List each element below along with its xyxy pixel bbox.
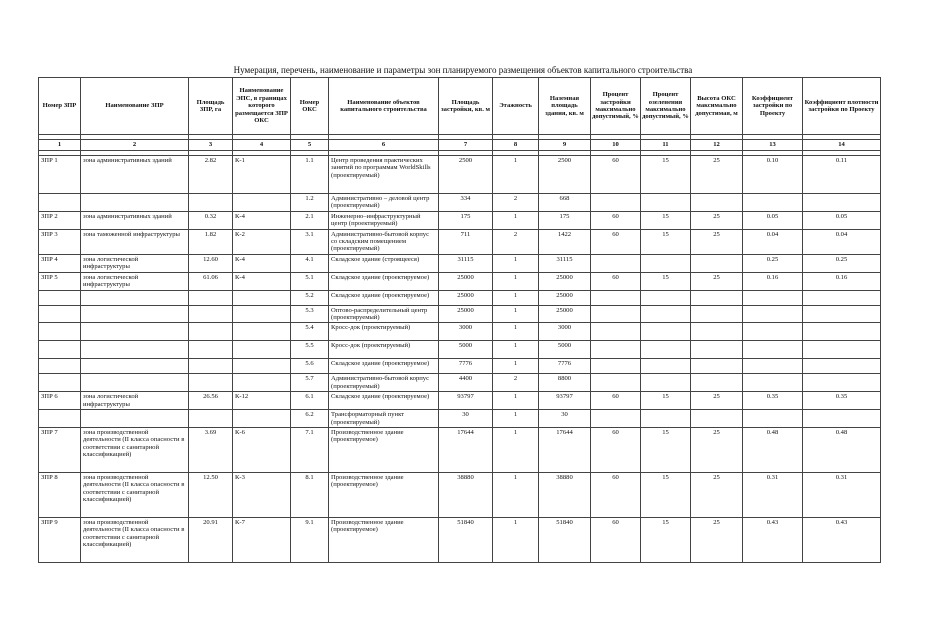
column-number: 5 <box>291 140 329 151</box>
built-area-cell: 175 <box>439 211 493 229</box>
zone-name-cell: зона производственной деятельности (II класса опасности в соответствии с санитарной классификацией) <box>81 427 189 472</box>
table-row <box>39 517 881 562</box>
object-name-cell: Складское здание (проектируемое) <box>329 290 439 305</box>
floors-cell: 1 <box>493 359 539 374</box>
max-height-cell <box>691 359 743 374</box>
column-number-row <box>39 140 881 151</box>
zone-name-cell: зона логистической инфраструктуры <box>81 392 189 410</box>
eps-name-cell <box>233 290 291 305</box>
column-number: 8 <box>493 140 539 151</box>
object-name-cell: Оптово-распределительный центр (проектируемый) <box>329 305 439 323</box>
eps-name-cell: К-4 <box>233 272 291 290</box>
table-row <box>39 359 881 374</box>
zone-name-cell: зона административных зданий <box>81 211 189 229</box>
density-coefficient-cell: 0.25 <box>803 254 881 272</box>
max-building-percent-cell: 60 <box>591 229 641 254</box>
floors-cell: 1 <box>493 272 539 290</box>
max-height-cell <box>691 374 743 392</box>
oks-number-cell: 1.1 <box>291 156 329 194</box>
floors-cell: 1 <box>493 410 539 428</box>
oks-number-cell: 4.1 <box>291 254 329 272</box>
zone-area-cell: 26.56 <box>189 392 233 410</box>
building-coefficient-cell <box>743 305 803 323</box>
zone-name-cell <box>81 359 189 374</box>
max-building-percent-cell: 60 <box>591 427 641 472</box>
oks-number-cell: 6.2 <box>291 410 329 428</box>
max-building-percent-cell <box>591 323 641 341</box>
object-name-cell: Складское здание (проектируемое) <box>329 272 439 290</box>
density-coefficient-cell <box>803 194 881 212</box>
zone-number-cell <box>39 410 81 428</box>
zone-number-cell: ЗПР 8 <box>39 472 81 517</box>
table-row <box>39 323 881 341</box>
density-coefficient-cell <box>803 410 881 428</box>
object-name-cell: Кросс-док (проектируемый) <box>329 341 439 359</box>
zones-table <box>38 77 881 563</box>
max-height-cell: 25 <box>691 272 743 290</box>
max-height-cell <box>691 305 743 323</box>
column-number: 2 <box>81 140 189 151</box>
green-percent-cell: 15 <box>641 272 691 290</box>
ground-area-cell: 25000 <box>539 290 591 305</box>
green-percent-cell <box>641 410 691 428</box>
built-area-cell: 38880 <box>439 472 493 517</box>
oks-number-cell: 5.4 <box>291 323 329 341</box>
ground-area-cell: 25000 <box>539 305 591 323</box>
ground-area-cell: 8800 <box>539 374 591 392</box>
green-percent-cell: 15 <box>641 211 691 229</box>
building-coefficient-cell: 0.31 <box>743 472 803 517</box>
column-header: Коэффициент плотности застройки по Проекту <box>803 78 881 135</box>
max-height-cell: 25 <box>691 472 743 517</box>
zone-area-cell: 2.82 <box>189 156 233 194</box>
max-building-percent-cell: 60 <box>591 472 641 517</box>
oks-number-cell: 8.1 <box>291 472 329 517</box>
max-building-percent-cell <box>591 290 641 305</box>
built-area-cell: 2500 <box>439 156 493 194</box>
max-height-cell <box>691 323 743 341</box>
object-name-cell: Кросс-док (проектируемый) <box>329 323 439 341</box>
table-row <box>39 194 881 212</box>
zone-name-cell <box>81 374 189 392</box>
built-area-cell: 17644 <box>439 427 493 472</box>
column-number: 14 <box>803 140 881 151</box>
floors-cell: 1 <box>493 341 539 359</box>
zone-area-cell <box>189 323 233 341</box>
zone-number-cell <box>39 194 81 212</box>
oks-number-cell: 5.7 <box>291 374 329 392</box>
max-height-cell <box>691 410 743 428</box>
column-number: 6 <box>329 140 439 151</box>
ground-area-cell: 175 <box>539 211 591 229</box>
zone-area-cell: 12.50 <box>189 472 233 517</box>
ground-area-cell: 93797 <box>539 392 591 410</box>
zone-number-cell: ЗПР 4 <box>39 254 81 272</box>
eps-name-cell <box>233 341 291 359</box>
green-percent-cell: 15 <box>641 392 691 410</box>
built-area-cell: 4400 <box>439 374 493 392</box>
eps-name-cell <box>233 194 291 212</box>
zone-area-cell: 12.60 <box>189 254 233 272</box>
density-coefficient-cell: 0.16 <box>803 272 881 290</box>
floors-cell: 1 <box>493 427 539 472</box>
table-row <box>39 341 881 359</box>
zone-name-cell <box>81 194 189 212</box>
zone-number-cell <box>39 374 81 392</box>
oks-number-cell: 5.1 <box>291 272 329 290</box>
zone-name-cell: зона таможенной инфраструктуры <box>81 229 189 254</box>
built-area-cell: 25000 <box>439 290 493 305</box>
zone-area-cell: 61.06 <box>189 272 233 290</box>
max-building-percent-cell: 60 <box>591 392 641 410</box>
zone-area-cell <box>189 374 233 392</box>
ground-area-cell: 25000 <box>539 272 591 290</box>
object-name-cell: Административно-бытовой корпус (проектируемый) <box>329 374 439 392</box>
green-percent-cell <box>641 374 691 392</box>
column-number: 4 <box>233 140 291 151</box>
object-name-cell: Административно-бытовой корпус со складским помещением (проектируемый) <box>329 229 439 254</box>
column-number: 9 <box>539 140 591 151</box>
table-row <box>39 254 881 272</box>
max-height-cell <box>691 290 743 305</box>
zone-area-cell <box>189 410 233 428</box>
column-header: Номер ОКС <box>291 78 329 135</box>
table-row <box>39 229 881 254</box>
ground-area-cell: 17644 <box>539 427 591 472</box>
density-coefficient-cell: 0.11 <box>803 156 881 194</box>
eps-name-cell <box>233 410 291 428</box>
zone-name-cell <box>81 290 189 305</box>
table-row <box>39 472 881 517</box>
eps-name-cell: К-7 <box>233 517 291 562</box>
column-header: Площадь застройки, кв. м <box>439 78 493 135</box>
oks-number-cell: 5.3 <box>291 305 329 323</box>
eps-name-cell: К-6 <box>233 427 291 472</box>
ground-area-cell: 30 <box>539 410 591 428</box>
floors-cell: 1 <box>493 156 539 194</box>
zone-name-cell: зона логистической инфраструктуры <box>81 272 189 290</box>
column-number: 3 <box>189 140 233 151</box>
eps-name-cell: К-1 <box>233 156 291 194</box>
eps-name-cell: К-4 <box>233 254 291 272</box>
ground-area-cell: 51840 <box>539 517 591 562</box>
max-building-percent-cell <box>591 374 641 392</box>
max-building-percent-cell <box>591 410 641 428</box>
max-height-cell <box>691 194 743 212</box>
built-area-cell: 51840 <box>439 517 493 562</box>
floors-cell: 1 <box>493 211 539 229</box>
ground-area-cell: 7776 <box>539 359 591 374</box>
ground-area-cell: 668 <box>539 194 591 212</box>
column-header: Наименование объектов капитального строительства <box>329 78 439 135</box>
eps-name-cell: К-4 <box>233 211 291 229</box>
building-coefficient-cell <box>743 290 803 305</box>
column-number: 1 <box>39 140 81 151</box>
oks-number-cell: 5.5 <box>291 341 329 359</box>
floors-cell: 1 <box>493 290 539 305</box>
green-percent-cell <box>641 323 691 341</box>
object-name-cell: Производственное здание (проектируемое) <box>329 427 439 472</box>
object-name-cell: Складское здание (проектируемое) <box>329 359 439 374</box>
zone-name-cell <box>81 305 189 323</box>
floors-cell: 1 <box>493 517 539 562</box>
column-header: Площадь ЗПР, га <box>189 78 233 135</box>
built-area-cell: 7776 <box>439 359 493 374</box>
green-percent-cell: 15 <box>641 156 691 194</box>
zone-number-cell: ЗПР 9 <box>39 517 81 562</box>
zone-name-cell: зона производственной деятельности (II класса опасности в соответствии с санитарной классификацией) <box>81 472 189 517</box>
built-area-cell: 25000 <box>439 272 493 290</box>
zone-name-cell <box>81 410 189 428</box>
building-coefficient-cell: 0.16 <box>743 272 803 290</box>
zone-name-cell <box>81 341 189 359</box>
density-coefficient-cell: 0.48 <box>803 427 881 472</box>
floors-cell: 1 <box>493 323 539 341</box>
object-name-cell: Центр проведения практических занятий по программам WorldSkills (проектируемый) <box>329 156 439 194</box>
density-coefficient-cell <box>803 374 881 392</box>
building-coefficient-cell: 0.43 <box>743 517 803 562</box>
document-title: Нумерация, перечень, наименование и параметры зон планируемого размещения объектов капитального строительства <box>233 65 693 75</box>
green-percent-cell <box>641 254 691 272</box>
column-header: Наименование ЭПС, в границах которого размещается ЗПР ОКС <box>233 78 291 135</box>
density-coefficient-cell: 0.04 <box>803 229 881 254</box>
built-area-cell: 5000 <box>439 341 493 359</box>
zone-number-cell: ЗПР 2 <box>39 211 81 229</box>
table-row <box>39 427 881 472</box>
max-height-cell <box>691 254 743 272</box>
oks-number-cell: 3.1 <box>291 229 329 254</box>
max-height-cell: 25 <box>691 517 743 562</box>
table-row <box>39 392 881 410</box>
density-coefficient-cell <box>803 341 881 359</box>
building-coefficient-cell <box>743 410 803 428</box>
building-coefficient-cell: 0.48 <box>743 427 803 472</box>
object-name-cell: Складское здание (проектируемое) <box>329 392 439 410</box>
max-height-cell: 25 <box>691 427 743 472</box>
table-row <box>39 156 881 194</box>
built-area-cell: 25000 <box>439 305 493 323</box>
zone-area-cell <box>189 194 233 212</box>
max-building-percent-cell <box>591 254 641 272</box>
max-building-percent-cell: 60 <box>591 211 641 229</box>
building-coefficient-cell: 0.35 <box>743 392 803 410</box>
zone-name-cell: зона административных зданий <box>81 156 189 194</box>
object-name-cell: Производственное здание (проектируемое) <box>329 472 439 517</box>
object-name-cell: Инженерно–инфраструктурный центр (проектируемый) <box>329 211 439 229</box>
max-height-cell: 25 <box>691 392 743 410</box>
zone-number-cell: ЗПР 1 <box>39 156 81 194</box>
built-area-cell: 30 <box>439 410 493 428</box>
density-coefficient-cell: 0.05 <box>803 211 881 229</box>
building-coefficient-cell <box>743 359 803 374</box>
eps-name-cell: К-3 <box>233 472 291 517</box>
zone-area-cell <box>189 290 233 305</box>
floors-cell: 1 <box>493 472 539 517</box>
zone-name-cell <box>81 323 189 341</box>
column-header: Высота ОКС максимально допустимая, м <box>691 78 743 135</box>
density-coefficient-cell <box>803 305 881 323</box>
column-header: Наименование ЗПР <box>81 78 189 135</box>
ground-area-cell: 1422 <box>539 229 591 254</box>
floors-cell: 1 <box>493 254 539 272</box>
oks-number-cell: 9.1 <box>291 517 329 562</box>
zone-name-cell: зона логистической инфраструктуры <box>81 254 189 272</box>
oks-number-cell: 5.2 <box>291 290 329 305</box>
zone-number-cell <box>39 341 81 359</box>
max-building-percent-cell <box>591 194 641 212</box>
building-coefficient-cell <box>743 194 803 212</box>
column-header: Коэффициент застройки по Проекту <box>743 78 803 135</box>
header-row <box>39 78 881 135</box>
oks-number-cell: 6.1 <box>291 392 329 410</box>
max-height-cell: 25 <box>691 229 743 254</box>
green-percent-cell <box>641 359 691 374</box>
building-coefficient-cell: 0.04 <box>743 229 803 254</box>
density-coefficient-cell <box>803 359 881 374</box>
zone-number-cell <box>39 290 81 305</box>
floors-cell: 2 <box>493 229 539 254</box>
max-height-cell: 25 <box>691 211 743 229</box>
built-area-cell: 711 <box>439 229 493 254</box>
eps-name-cell: К-2 <box>233 229 291 254</box>
column-number: 12 <box>691 140 743 151</box>
ground-area-cell: 3000 <box>539 323 591 341</box>
floors-cell: 1 <box>493 305 539 323</box>
column-number: 11 <box>641 140 691 151</box>
zone-area-cell <box>189 305 233 323</box>
density-coefficient-cell <box>803 323 881 341</box>
built-area-cell: 3000 <box>439 323 493 341</box>
oks-number-cell: 5.6 <box>291 359 329 374</box>
column-number: 7 <box>439 140 493 151</box>
eps-name-cell <box>233 374 291 392</box>
building-coefficient-cell: 0.25 <box>743 254 803 272</box>
zone-number-cell <box>39 305 81 323</box>
max-height-cell: 25 <box>691 156 743 194</box>
ground-area-cell: 31115 <box>539 254 591 272</box>
oks-number-cell: 2.1 <box>291 211 329 229</box>
max-building-percent-cell <box>591 305 641 323</box>
table-row <box>39 272 881 290</box>
built-area-cell: 93797 <box>439 392 493 410</box>
density-coefficient-cell <box>803 290 881 305</box>
zone-area-cell: 1.82 <box>189 229 233 254</box>
ground-area-cell: 38880 <box>539 472 591 517</box>
table-row <box>39 374 881 392</box>
building-coefficient-cell <box>743 374 803 392</box>
max-building-percent-cell <box>591 341 641 359</box>
zone-area-cell: 3.69 <box>189 427 233 472</box>
max-height-cell <box>691 341 743 359</box>
eps-name-cell <box>233 359 291 374</box>
built-area-cell: 334 <box>439 194 493 212</box>
eps-name-cell <box>233 323 291 341</box>
green-percent-cell: 15 <box>641 229 691 254</box>
green-percent-cell: 15 <box>641 472 691 517</box>
column-header: Номер ЗПР <box>39 78 81 135</box>
zone-name-cell: зона производственной деятельности (II класса опасности в соответствии с санитарной классификацией) <box>81 517 189 562</box>
ground-area-cell: 2500 <box>539 156 591 194</box>
max-building-percent-cell: 60 <box>591 272 641 290</box>
green-percent-cell: 15 <box>641 517 691 562</box>
object-name-cell: Складское здание (строящееся) <box>329 254 439 272</box>
object-name-cell: Трансформаторный пункт (проектируемый) <box>329 410 439 428</box>
building-coefficient-cell <box>743 323 803 341</box>
floors-cell: 2 <box>493 374 539 392</box>
column-header: Этажность <box>493 78 539 135</box>
table-row <box>39 305 881 323</box>
zone-number-cell: ЗПР 3 <box>39 229 81 254</box>
building-coefficient-cell <box>743 341 803 359</box>
column-number: 13 <box>743 140 803 151</box>
zone-area-cell <box>189 341 233 359</box>
max-building-percent-cell <box>591 359 641 374</box>
zone-number-cell <box>39 323 81 341</box>
table-row <box>39 410 881 428</box>
zone-area-cell <box>189 359 233 374</box>
column-header: Процент застройки максимально допустимый, % <box>591 78 641 135</box>
floors-cell: 2 <box>493 194 539 212</box>
object-name-cell: Производственное здание (проектируемое) <box>329 517 439 562</box>
max-building-percent-cell: 60 <box>591 156 641 194</box>
density-coefficient-cell: 0.31 <box>803 472 881 517</box>
density-coefficient-cell: 0.35 <box>803 392 881 410</box>
green-percent-cell <box>641 194 691 212</box>
object-name-cell: Административно – деловой центр (проектируемый) <box>329 194 439 212</box>
zone-area-cell: 20.91 <box>189 517 233 562</box>
green-percent-cell <box>641 305 691 323</box>
density-coefficient-cell: 0.43 <box>803 517 881 562</box>
oks-number-cell: 7.1 <box>291 427 329 472</box>
column-number: 10 <box>591 140 641 151</box>
building-coefficient-cell: 0.10 <box>743 156 803 194</box>
zone-area-cell: 0.32 <box>189 211 233 229</box>
table-body <box>39 156 881 563</box>
table-row <box>39 211 881 229</box>
green-percent-cell <box>641 341 691 359</box>
zone-number-cell: ЗПР 5 <box>39 272 81 290</box>
zone-number-cell: ЗПР 6 <box>39 392 81 410</box>
table-row <box>39 290 881 305</box>
green-percent-cell <box>641 290 691 305</box>
column-header: Процент озеленения максимально допустимый, % <box>641 78 691 135</box>
oks-number-cell: 1.2 <box>291 194 329 212</box>
ground-area-cell: 5000 <box>539 341 591 359</box>
eps-name-cell <box>233 305 291 323</box>
zone-number-cell: ЗПР 7 <box>39 427 81 472</box>
floors-cell: 1 <box>493 392 539 410</box>
eps-name-cell: К-12 <box>233 392 291 410</box>
built-area-cell: 31115 <box>439 254 493 272</box>
max-building-percent-cell: 60 <box>591 517 641 562</box>
green-percent-cell: 15 <box>641 427 691 472</box>
zone-number-cell <box>39 359 81 374</box>
column-header: Наземная площадь здания, кв. м <box>539 78 591 135</box>
building-coefficient-cell: 0.05 <box>743 211 803 229</box>
